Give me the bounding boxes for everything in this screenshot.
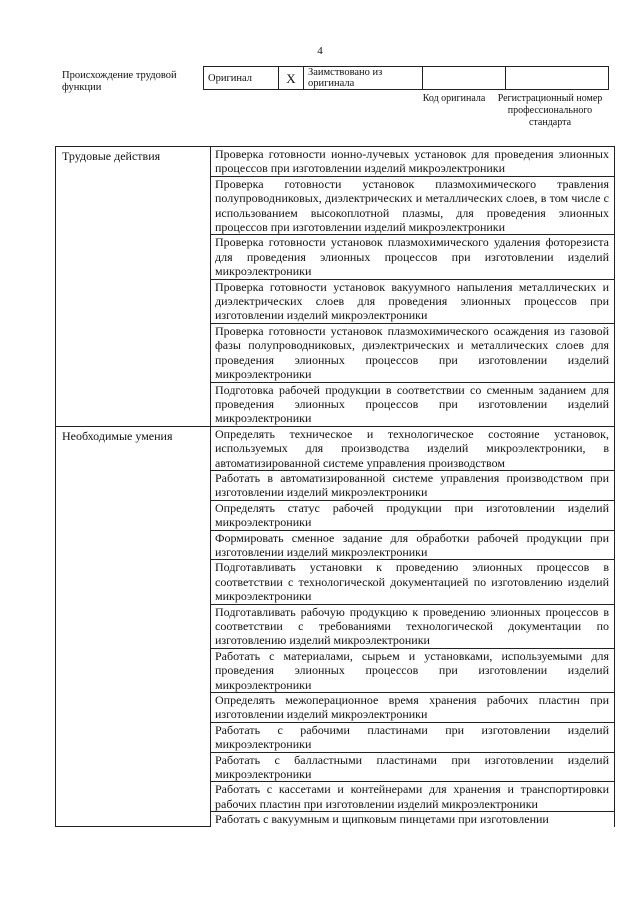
reg-caption: Регистрационный номер профессионального стандарта	[497, 93, 603, 128]
skills-item: Работать с материалами, сырьем и установками, используемыми для проведения элионных процессов при изготовлении изделий микроэлектроники	[211, 648, 615, 692]
origin-mark-cell: X	[279, 67, 304, 90]
skills-item: Подготавливать установки к проведению элионных процессов в соответствии с технологической документацией по изготовлению изделий микроэлектроники	[211, 560, 615, 604]
skills-item: Определять межоперационное время хранения рабочих пластин при изготовлении изделий микроэлектроники	[211, 693, 615, 723]
page-number: 4	[317, 45, 323, 57]
origin-reg-cell	[506, 67, 609, 90]
skills-item: Работать с вакуумным и щипковым пинцетами при изготовлении	[211, 812, 615, 827]
code-caption: Код оригинала	[422, 93, 486, 104]
functions-table	[55, 146, 615, 827]
labor-actions-row	[56, 147, 615, 177]
labor-actions-item: Проверка готовности установок вакуумного напыления металлических и диэлектрических слоев для проведения элионных процессов при изготовлении изделий микроэлектроники	[211, 279, 615, 323]
labor-actions-item: Подготовка рабочей продукции в соответствии со сменным заданием для проведения элионных процессов при изготовлении изделий микроэлектроники	[211, 382, 615, 426]
skills-item: Определять техническое и технологическое состояние установок, используемых для производства изделий микроэлектроники, в автоматизированной системе управления производством	[211, 426, 615, 470]
skills-item: Работать с балластными пластинами при изготовлении изделий микроэлектроники	[211, 752, 615, 782]
origin-borrowed-cell: Заимствовано из оригинала	[304, 67, 423, 90]
skills-label: Необходимые умения	[56, 426, 211, 826]
skills-item: Формировать сменное задание для обработки рабочей продукции при изготовлении изделий микроэлектроники	[211, 530, 615, 560]
labor-actions-item: Проверка готовности установок плазмохимического осаждения из газовой фазы полупроводниковых, диэлектрических и металлических слоев для проведения элионных процессов при изготовлении изделий микроэлектроники	[211, 323, 615, 382]
origin-original-cell: Оригинал	[204, 67, 279, 90]
skills-item: Работать с кассетами и контейнерами для хранения и транспортировки рабочих пластин при изготовлении изделий микроэлектроники	[211, 782, 615, 812]
skills-item: Подготавливать рабочую продукцию к проведению элионных процессов в соответствии с требованиями технологической документации по изготовлению изделий микроэлектроники	[211, 604, 615, 648]
skills-row	[56, 426, 615, 470]
labor-actions-item: Проверка готовности установок плазмохимического удаления фоторезиста для проведения элионных процессов при изготовлении изделий микроэлектроники	[211, 235, 615, 279]
labor-actions-item: Проверка готовности ионно-лучевых установок для проведения элионных процессов при изготовлении изделий микроэлектроники	[211, 147, 615, 177]
origin-label: Происхождение трудовой функции	[62, 70, 177, 93]
skills-item: Работать с рабочими пластинами при изготовлении изделий микроэлектроники	[211, 722, 615, 752]
origin-table	[203, 66, 609, 90]
skills-item: Определять статус рабочей продукции при изготовлении изделий микроэлектроники	[211, 500, 615, 530]
labor-actions-label: Трудовые действия	[56, 147, 211, 427]
labor-actions-item: Проверка готовности установок плазмохимического травления полупроводниковых, диэлектрических и металлических слоев, в том числе с использованием высокоплотной плазмы, для проведения элионных процессов при изготовлении изделий микроэлектроники	[211, 176, 615, 235]
skills-item: Работать в автоматизированной системе управления производством при изготовлении изделий микроэлектроники	[211, 470, 615, 500]
origin-code-cell	[423, 67, 506, 90]
